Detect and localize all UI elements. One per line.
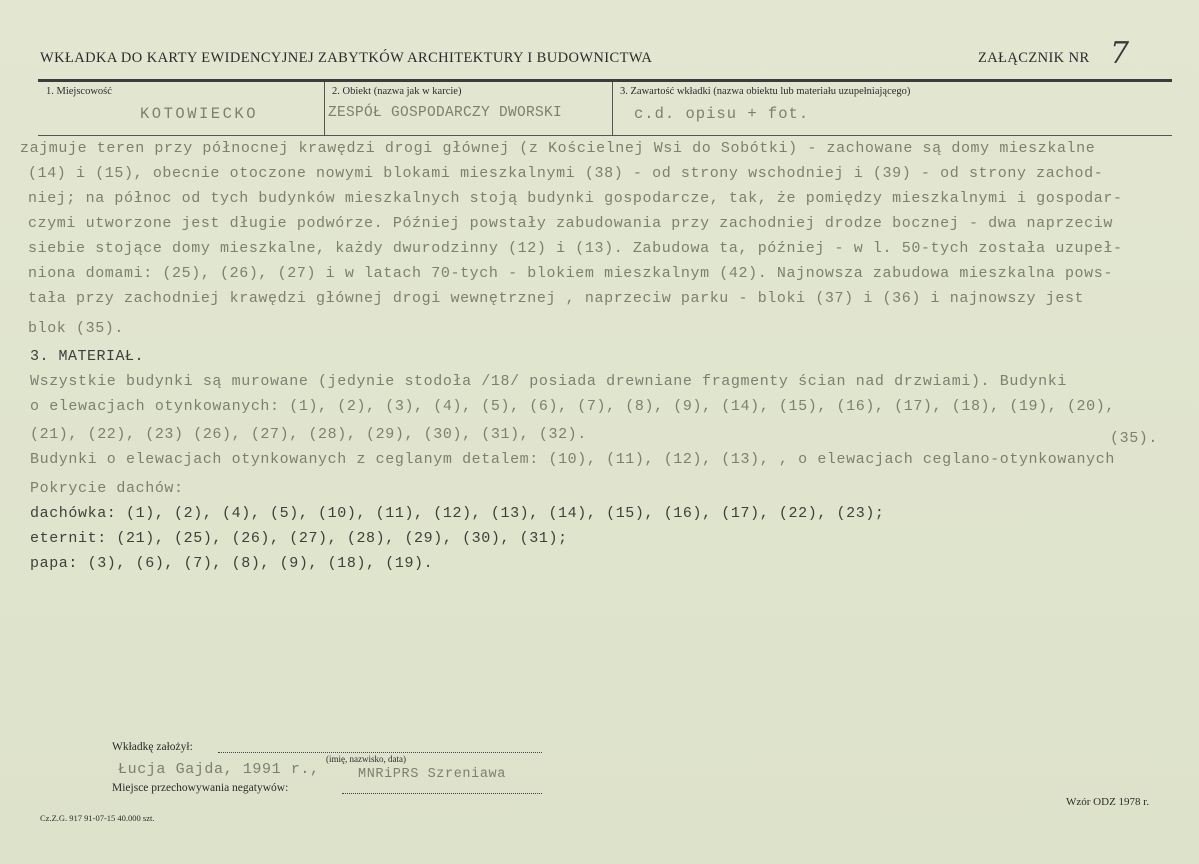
attachment-label: ZAŁĄCZNIK NR bbox=[978, 50, 1090, 66]
print-info: Cz.Z.G. 917 91-07-15 40.000 szt. bbox=[40, 813, 155, 823]
text-line: blok (35). bbox=[28, 320, 125, 337]
form-title: WKŁADKA DO KARTY EWIDENCYJNEJ ZABYTKÓW ARCHITEKTURY I BUDOWNICTWA bbox=[40, 50, 653, 66]
object-value: ZESPÓŁ GOSPODARCZY DWORSKI bbox=[328, 105, 563, 121]
content-value: c.d. opisu + fot. bbox=[634, 105, 810, 123]
text-line: czymi utworzone jest długie podwórze. Później powstały zabudowania przy zachodniej drodze bocznej - dwa naprzeciw bbox=[28, 215, 1113, 232]
material-line: o elewacjach otynkowanych: (1), (2), (3), (4), (5), (6), (7), (8), (9), (14), (15), (16), (17), (18), (19), (20), bbox=[30, 398, 1115, 415]
locality-value: KOTOWIECKO bbox=[140, 105, 259, 123]
roof-line: papa: (3), (6), (7), (8), (9), (18), (19). bbox=[30, 555, 434, 572]
material-line: Budynki o elewacjach otynkowanych z ceglanym detalem: (10), (11), (12), (13), , o elewacjach ceglano-otynkowanych bbox=[30, 451, 1115, 468]
attachment-number: 7 bbox=[1110, 36, 1130, 71]
text-line: zajmuje teren przy północnej krawędzi drogi głównej (z Kościelnej Wsi do Sobótki) - zachowane są domy mieszkalne bbox=[20, 140, 1096, 157]
material-line: (21), (22), (23) (26), (27), (28), (29), (30), (31), (32). bbox=[30, 426, 587, 443]
text-line: niej; na północ od tych budynków mieszkalnych stoją budynki gospodarcze, tak, że pomiędzy mieszkalnymi i gospodar- bbox=[28, 190, 1123, 207]
object-label: 2. Obiekt (nazwa jak w karcie) bbox=[332, 86, 462, 97]
material-line: Pokrycie dachów: bbox=[30, 480, 184, 497]
text-line: siebie stojące domy mieszkalne, każdy dwurodzinny (12) i (13). Zabudowa ta, później - w l. 50-tych została uzupeł- bbox=[28, 240, 1123, 257]
text-line: tała przy zachodniej krawędzi głównej drogi wewnętrznej , naprzeciw parku - bloki (37) i (36) i najnowszy jest bbox=[28, 290, 1085, 307]
created-by-hint: (imię, nazwisko, data) bbox=[326, 754, 406, 764]
created-by-label: Wkładkę założył: bbox=[112, 741, 193, 753]
material-line: Wszystkie budynki są murowane (jedynie stodoła /18/ posiada drewniane fragmenty ścian nad drzwiami). Budynki bbox=[30, 373, 1067, 390]
text-line: (14) i (15), obecnie otoczone nowymi blokami mieszkalnymi (38) - od strony wschodniej i (39) - od strony zachod- bbox=[28, 165, 1104, 182]
created-by-value: Łucja Gajda, 1991 r., bbox=[118, 761, 320, 778]
form-reference: Wzór ODZ 1978 r. bbox=[1066, 796, 1150, 808]
negatives-value: MNRiPRS Szreniawa bbox=[358, 767, 506, 782]
roof-line: eternit: (21), (25), (26), (27), (28), (29), (30), (31); bbox=[30, 530, 568, 547]
content-label: 3. Zawartość wkładki (nazwa obiektu lub materiału uzupełniającego) bbox=[620, 86, 911, 97]
material-extra: (35). bbox=[1110, 430, 1159, 447]
created-by-dotline bbox=[218, 752, 542, 753]
header-rule bbox=[38, 79, 1172, 82]
fields-bottom-rule bbox=[38, 135, 1172, 136]
roof-line: dachówka: (1), (2), (4), (5), (10), (11), (12), (13), (14), (15), (16), (17), (22), (23); bbox=[30, 505, 885, 522]
text-line: niona domami: (25), (26), (27) i w latach 70-tych - blokiem mieszkalnym (42). Najnowsza zabudowa mieszkalna pows- bbox=[28, 265, 1113, 282]
field-divider bbox=[612, 82, 613, 136]
section-heading: 3. MATERIAŁ. bbox=[30, 348, 145, 365]
negatives-label: Miejsce przechowywania negatywów: bbox=[112, 782, 289, 794]
field-divider bbox=[324, 82, 325, 136]
negatives-dotline bbox=[342, 793, 542, 794]
locality-label: 1. Miejscowość bbox=[46, 86, 112, 97]
